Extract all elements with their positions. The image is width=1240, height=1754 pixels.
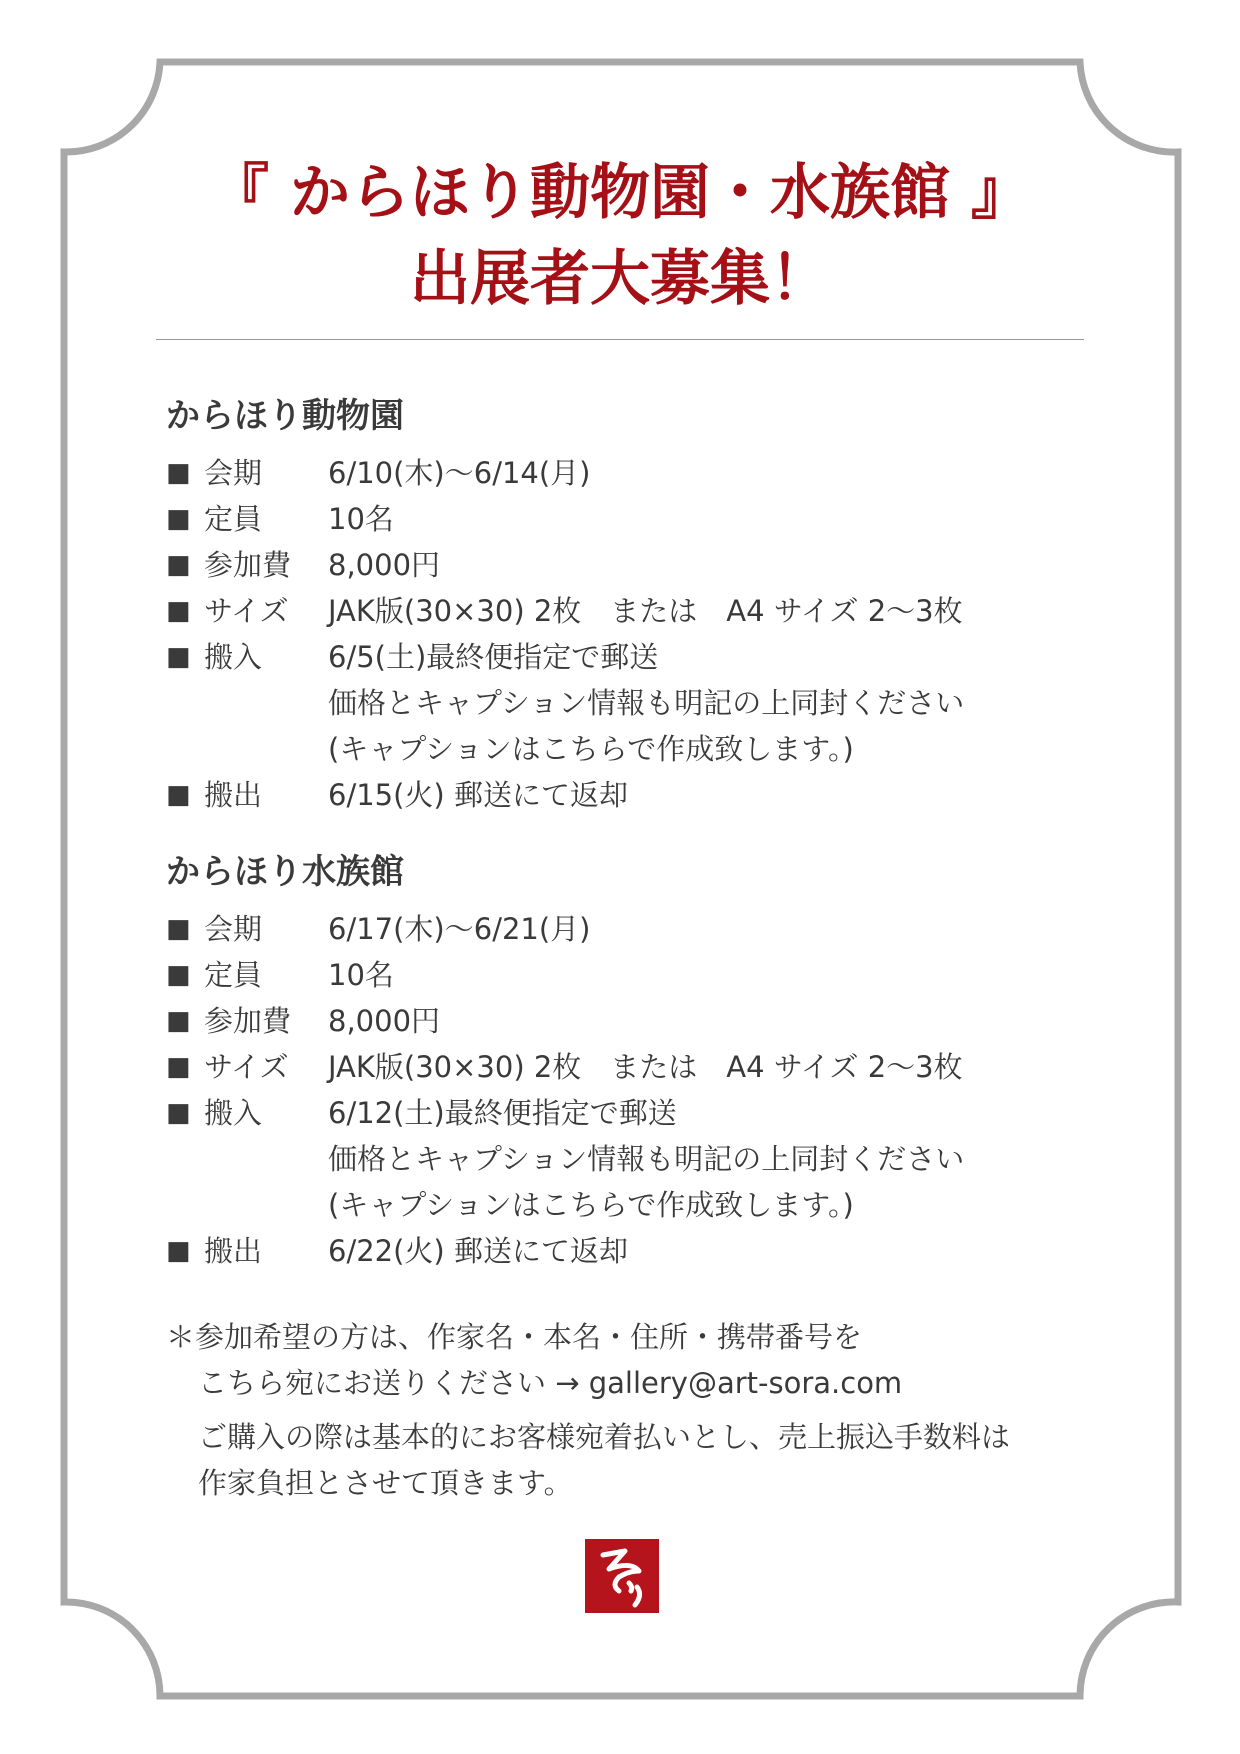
row-label: サイズ bbox=[204, 1050, 289, 1084]
note-line: ご購入の際は基本的にお客様宛着払いとし、売上振込手数料は bbox=[198, 1420, 1011, 1454]
page-title-line-2: 出展者大募集！ bbox=[410, 244, 830, 314]
row-label bbox=[204, 1182, 328, 1228]
bullet-square-icon: ■ bbox=[166, 458, 191, 488]
info-row-delivery-caption bbox=[166, 726, 1086, 772]
info-row-size bbox=[166, 588, 1086, 634]
row-value: 6/12(土)最終便指定で郵送 bbox=[328, 1096, 677, 1130]
sora-logo-icon bbox=[585, 1539, 659, 1613]
info-row-return bbox=[166, 772, 1086, 818]
row-label: 搬入 bbox=[204, 1096, 263, 1130]
bullet-square-icon: ■ bbox=[166, 960, 191, 990]
row-label: 会期 bbox=[204, 912, 263, 946]
info-row-fee bbox=[166, 998, 1086, 1044]
row-label: 参加費 bbox=[204, 548, 292, 582]
row-label: 参加費 bbox=[204, 1004, 292, 1038]
row-value: 10名 bbox=[328, 958, 394, 992]
row-label bbox=[204, 680, 328, 726]
row-value: JAK版(30×30) 2枚 または A4 サイズ 2〜3枚 bbox=[328, 594, 963, 628]
row-label: サイズ bbox=[204, 594, 289, 628]
row-value: 6/5(土)最終便指定で郵送 bbox=[328, 640, 659, 674]
bullet-square-icon: ■ bbox=[166, 504, 191, 534]
bullet-square-icon: ■ bbox=[166, 1052, 191, 1082]
section-title: からほり動物園 bbox=[166, 396, 404, 436]
info-row-return bbox=[166, 1228, 1086, 1274]
title-divider bbox=[156, 339, 1084, 340]
bullet-square-icon: ■ bbox=[166, 596, 191, 626]
row-value: 10名 bbox=[328, 502, 394, 536]
row-value: 6/15(火) 郵送にて返却 bbox=[328, 778, 628, 812]
info-row-delivery bbox=[166, 634, 1086, 680]
info-row-delivery-caption bbox=[166, 1182, 1086, 1228]
page-title-line-1: 『 からほり動物園・水族館 』 bbox=[209, 158, 1031, 228]
row-value: 価格とキャプション情報も明記の上同封ください bbox=[328, 686, 965, 720]
info-row-period bbox=[166, 450, 1086, 496]
bullet-square-icon: ■ bbox=[166, 1006, 191, 1036]
row-value: 価格とキャプション情報も明記の上同封ください bbox=[328, 1142, 965, 1176]
info-row-capacity bbox=[166, 496, 1086, 542]
row-label bbox=[204, 1136, 328, 1182]
section-zoo bbox=[166, 396, 1086, 818]
section-title: からほり水族館 bbox=[166, 852, 404, 892]
bullet-square-icon: ■ bbox=[166, 914, 191, 944]
note-line: ＊参加希望の方は、作家名・本名・住所・携帯番号を bbox=[166, 1320, 863, 1354]
row-label bbox=[204, 726, 328, 772]
info-row-capacity bbox=[166, 952, 1086, 998]
application-note bbox=[166, 1314, 1086, 1406]
row-value: 6/10(木)〜6/14(月) bbox=[328, 456, 591, 490]
bullet-square-icon: ■ bbox=[166, 550, 191, 580]
row-label: 搬出 bbox=[204, 778, 263, 812]
row-label: 会期 bbox=[204, 456, 263, 490]
row-label: 定員 bbox=[204, 958, 263, 992]
row-value: 8,000円 bbox=[328, 1004, 441, 1038]
info-row-delivery-note bbox=[166, 1136, 1086, 1182]
row-label: 定員 bbox=[204, 502, 263, 536]
bullet-square-icon: ■ bbox=[166, 642, 191, 672]
row-value: 8,000円 bbox=[328, 548, 441, 582]
bullet-square-icon: ■ bbox=[166, 780, 191, 810]
note-line: 作家負担とさせて頂きます。 bbox=[198, 1466, 573, 1500]
payment-note bbox=[166, 1414, 1086, 1506]
info-row-size bbox=[166, 1044, 1086, 1090]
section-aquarium bbox=[166, 852, 1086, 1274]
bullet-square-icon: ■ bbox=[166, 1236, 191, 1266]
row-label: 搬入 bbox=[204, 640, 263, 674]
row-value: (キャプションはこちらで作成致します。) bbox=[328, 732, 854, 766]
info-row-period bbox=[166, 906, 1086, 952]
row-value: 6/22(火) 郵送にて返却 bbox=[328, 1234, 628, 1268]
bullet-square-icon: ■ bbox=[166, 1098, 191, 1128]
row-label: 搬出 bbox=[204, 1234, 263, 1268]
info-row-delivery bbox=[166, 1090, 1086, 1136]
row-value: 6/17(木)〜6/21(月) bbox=[328, 912, 591, 946]
row-value: JAK版(30×30) 2枚 または A4 サイズ 2〜3枚 bbox=[328, 1050, 963, 1084]
info-row-delivery-note bbox=[166, 680, 1086, 726]
note-line-email: こちら宛にお送りください → gallery@art-sora.com bbox=[198, 1366, 903, 1400]
row-value: (キャプションはこちらで作成致します。) bbox=[328, 1188, 854, 1222]
info-row-fee bbox=[166, 542, 1086, 588]
